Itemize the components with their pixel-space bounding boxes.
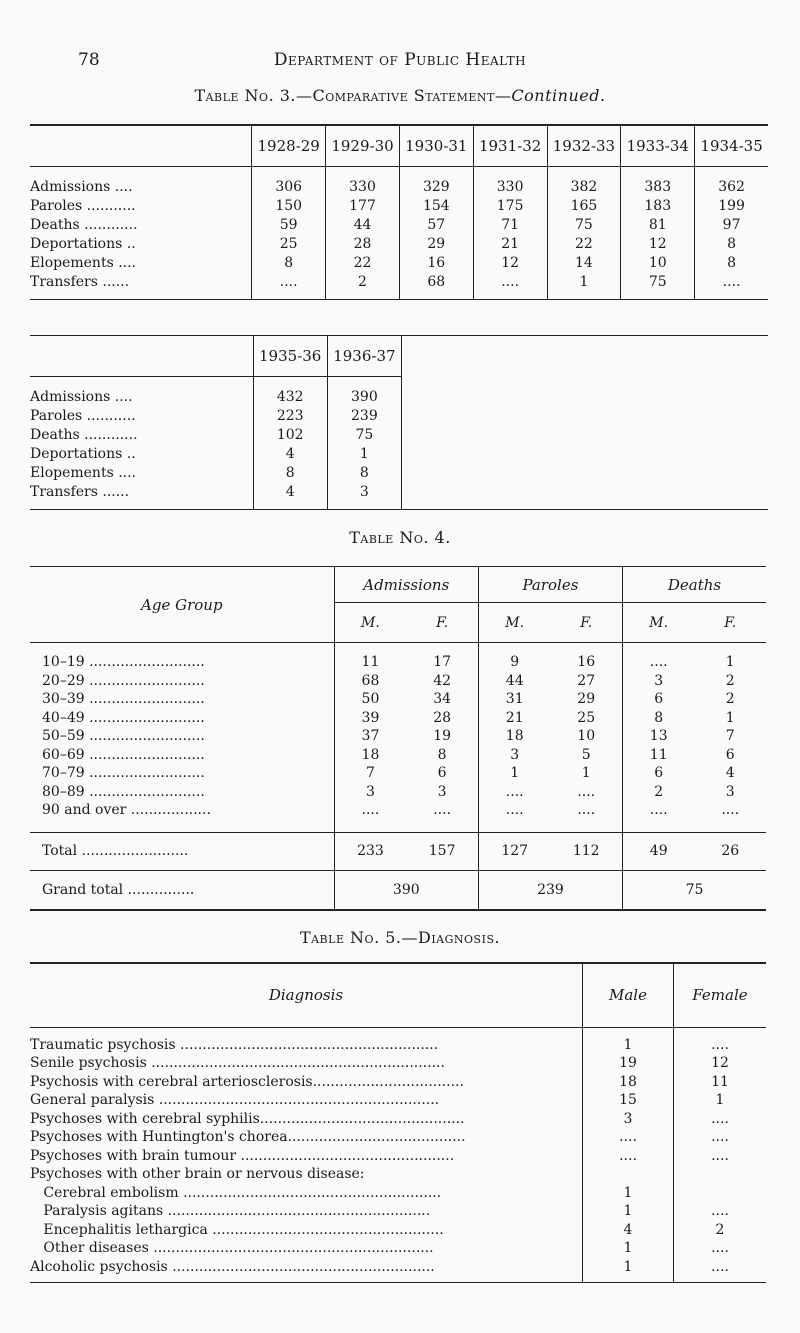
table3-title: Table No. 3.—Comparative Statement—Continued. (194, 86, 606, 105)
cell-value: 362 (695, 177, 768, 196)
age-group-label: 50–59 .......................... (42, 728, 205, 745)
cell-value: 175 (473, 196, 547, 215)
age-group-label: 40–49 .......................... (42, 709, 205, 726)
table5-row (30, 1073, 766, 1092)
spacer-row (30, 643, 766, 654)
male-value: 3 (583, 1110, 674, 1129)
table5-row (30, 1202, 766, 1221)
row-label: Deaths ............ (30, 216, 138, 233)
total-value: 233 (334, 832, 406, 870)
grand-total-label: Grand total ............... (30, 870, 334, 910)
table3-row (30, 177, 768, 196)
female-value: .... (674, 1110, 767, 1129)
cell-value: 177 (326, 196, 400, 215)
table4-row (30, 709, 766, 728)
table3-part1 (30, 124, 768, 300)
table5-row (30, 1221, 766, 1240)
cell-value: 21 (473, 234, 547, 253)
year-header: 1928-29 (252, 125, 326, 167)
cell-value: 8 (253, 463, 327, 482)
table4-header-row1 (30, 567, 766, 603)
cell-value: 3 (334, 783, 406, 802)
cell-value: 97 (695, 215, 768, 234)
cell-value: 10 (577, 728, 596, 745)
cell-value: 37 (334, 727, 406, 746)
table4-row (30, 783, 766, 802)
cell-value: 28 (433, 709, 452, 726)
empty-header (401, 336, 475, 377)
cell-value: 11 (334, 653, 406, 672)
cell-value: 390 (327, 387, 401, 406)
year-header: 1931-32 (473, 125, 547, 167)
spacer-row (30, 377, 768, 388)
row-label: Deportations .. (30, 445, 136, 462)
col-deaths: Deaths (622, 567, 766, 603)
female-value: 11 (674, 1073, 767, 1092)
year-header: 1934-35 (695, 125, 768, 167)
cell-value: 8 (695, 234, 768, 253)
cell-value: 42 (433, 672, 452, 689)
cell-value: 3 (725, 783, 735, 800)
table5-row (30, 1147, 766, 1166)
cell-value: 75 (547, 215, 621, 234)
cell-value: 19 (433, 728, 452, 745)
table3-row (30, 406, 768, 425)
diagnosis-label: Alcoholic psychosis ........................................................... (30, 1258, 435, 1275)
total-value: 112 (550, 832, 622, 870)
diagnosis-label: Senile psychosis .................................................................. (30, 1055, 445, 1072)
table3-row (30, 253, 768, 272)
cell-value: 34 (433, 691, 452, 708)
cell-value: 6 (725, 746, 735, 763)
spacer-row (30, 1027, 766, 1036)
cell-value: 75 (327, 425, 401, 444)
year-header: 1929-30 (326, 125, 400, 167)
table4-title: Table No. 4. (349, 528, 451, 547)
female-value: .... (674, 1147, 767, 1166)
female-value (674, 1165, 767, 1184)
male-value: 1 (583, 1258, 674, 1277)
age-group-label: 70–79 .......................... (42, 765, 205, 782)
cell-value: 7 (725, 728, 735, 745)
cell-value: 8 (437, 746, 447, 763)
spacer-row (30, 291, 768, 300)
grand-total-value: 239 (478, 870, 622, 910)
table3-row (30, 482, 768, 501)
cell-value: 183 (621, 196, 695, 215)
year-header: 1936-37 (327, 336, 401, 377)
cell-value: 28 (326, 234, 400, 253)
male-value: .... (583, 1147, 674, 1166)
cell-value: 2 (622, 783, 694, 802)
cell-value: 12 (473, 253, 547, 272)
cell-value: 18 (478, 727, 550, 746)
age-group-label: 20–29 .......................... (42, 672, 205, 689)
table4-row (30, 672, 766, 691)
cell-value: 4 (253, 482, 327, 501)
cell-value: 9 (478, 653, 550, 672)
cell-value: 306 (252, 177, 326, 196)
male-value: 1 (583, 1202, 674, 1221)
table5-row (30, 1054, 766, 1073)
cell-value: .... (622, 801, 694, 820)
cell-value: 8 (622, 709, 694, 728)
cell-value: 5 (581, 746, 591, 763)
year-header: 1930-31 (399, 125, 473, 167)
grand-total-value: 390 (334, 870, 478, 910)
cell-value: .... (695, 272, 768, 291)
diagnosis-label: Psychosis with cerebral arteriosclerosis.................................. (30, 1073, 464, 1090)
cell-value: 102 (253, 425, 327, 444)
male-value: 1 (583, 1184, 674, 1203)
male-value (583, 1165, 674, 1184)
row-label: Transfers ...... (30, 483, 130, 500)
table3-row (30, 196, 768, 215)
cell-value: 17 (433, 654, 452, 671)
cell-value: 10 (621, 253, 695, 272)
cell-value: 25 (252, 234, 326, 253)
age-group-label: 60–69 .......................... (42, 746, 205, 763)
cell-value: 3 (437, 783, 447, 800)
age-group-label: 90 and over .................. (42, 802, 211, 819)
cell-value: 16 (577, 654, 596, 671)
par-f: F. (550, 603, 622, 643)
cell-value: 16 (399, 253, 473, 272)
table3-row (30, 463, 768, 482)
table4-total-row (30, 832, 766, 870)
cell-value: 2 (725, 691, 735, 708)
adm-f: F. (406, 603, 478, 643)
table3-part2-header-row (30, 336, 768, 377)
cell-value: 71 (473, 215, 547, 234)
cell-value: 22 (547, 234, 621, 253)
col-male: Male (583, 963, 674, 1027)
cell-value: 31 (478, 690, 550, 709)
female-value: 1 (674, 1091, 767, 1110)
cell-value: .... (252, 272, 326, 291)
female-value: .... (674, 1128, 767, 1147)
cell-value: 6 (622, 690, 694, 709)
table5-row (30, 1091, 766, 1110)
female-value: .... (674, 1202, 767, 1221)
col-diagnosis: Diagnosis (30, 963, 583, 1027)
year-header: 1935-36 (253, 336, 327, 377)
cell-value: 7 (334, 764, 406, 783)
diagnosis-label: Psychoses with cerebral syphilis.............................................. (30, 1110, 465, 1127)
total-label: Total ........................ (30, 832, 334, 870)
diagnosis-label: Other diseases ............................................................... (30, 1240, 434, 1257)
row-label: Elopements .... (30, 254, 137, 271)
cell-value: 382 (547, 177, 621, 196)
cell-value: .... (478, 783, 550, 802)
male-value: 1 (583, 1036, 674, 1055)
cell-value: 329 (399, 177, 473, 196)
cell-value: 4 (253, 444, 327, 463)
total-value: 26 (694, 832, 766, 870)
col-age-group: Age Group (30, 567, 334, 643)
cell-value: 8 (252, 253, 326, 272)
spacer-row (30, 820, 766, 833)
female-value: .... (674, 1258, 767, 1277)
diagnosis-label: Paralysis agitans ........................................................... (30, 1203, 431, 1220)
diagnosis-label: Psychoses with other brain or nervous disease: (30, 1166, 365, 1183)
age-group-label: 10–19 .......................... (42, 654, 205, 671)
cell-value: 81 (621, 215, 695, 234)
total-value: 157 (406, 832, 478, 870)
male-value: 4 (583, 1221, 674, 1240)
cell-value: .... (433, 802, 452, 819)
female-value: 2 (674, 1221, 767, 1240)
cell-value: 165 (547, 196, 621, 215)
col-female: Female (674, 963, 767, 1027)
table5-title: Table No. 5.—Diagnosis. (299, 928, 501, 947)
cell-value: 6 (437, 765, 447, 782)
diagnosis-label: Psychoses with brain tumour ................................................ (30, 1147, 455, 1164)
cell-value: 68 (399, 272, 473, 291)
table4-row (30, 727, 766, 746)
table4-row (30, 690, 766, 709)
cell-value: 1 (725, 709, 735, 726)
cell-value: 3 (478, 746, 550, 765)
table4-row (30, 746, 766, 765)
male-value: .... (583, 1128, 674, 1147)
male-value: 1 (583, 1239, 674, 1258)
table3-row (30, 215, 768, 234)
cell-value: 383 (621, 177, 695, 196)
cell-value: 1 (478, 764, 550, 783)
cell-value: 39 (334, 709, 406, 728)
table5-row (30, 1110, 766, 1129)
total-value: 49 (622, 832, 694, 870)
empty-header (548, 336, 621, 377)
cell-value: 27 (577, 672, 596, 689)
diagnosis-label: Cerebral embolism .......................................................... (30, 1184, 442, 1201)
row-label: Admissions .... (30, 388, 133, 405)
cell-value: 432 (253, 387, 327, 406)
cell-value: 50 (334, 690, 406, 709)
adm-m: M. (334, 603, 406, 643)
cell-value: 22 (326, 253, 400, 272)
cell-value: .... (478, 801, 550, 820)
table5-row (30, 1165, 766, 1184)
year-header: 1932-33 (547, 125, 621, 167)
cell-value: 21 (478, 709, 550, 728)
female-value (674, 1184, 767, 1203)
cell-value: 12 (621, 234, 695, 253)
cell-value: 8 (327, 463, 401, 482)
empty-header (622, 336, 695, 377)
cell-value: 11 (622, 746, 694, 765)
cell-value: 154 (399, 196, 473, 215)
cell-value: .... (577, 802, 596, 819)
row-label: Deportations .. (30, 235, 136, 252)
cell-value: .... (334, 801, 406, 820)
diagnosis-label: Traumatic psychosis .......................................................... (30, 1036, 439, 1053)
female-value: 12 (674, 1054, 767, 1073)
page-header (0, 40, 800, 70)
row-label: Elopements .... (30, 464, 137, 481)
row-label: Admissions .... (30, 178, 133, 195)
col-admissions: Admissions (334, 567, 478, 603)
cell-value: 29 (399, 234, 473, 253)
cell-value: 8 (695, 253, 768, 272)
cell-value: 223 (253, 406, 327, 425)
table5-row (30, 1239, 766, 1258)
table3-part2 (30, 335, 768, 510)
age-group-label: 30–39 .......................... (42, 691, 205, 708)
empty-header (695, 336, 768, 377)
table5-row (30, 1128, 766, 1147)
cell-value: 1 (547, 272, 621, 291)
cell-value: 1 (581, 765, 591, 782)
cell-value: 150 (252, 196, 326, 215)
table5-header-row (30, 963, 766, 1027)
par-m: M. (478, 603, 550, 643)
total-value: 127 (478, 832, 550, 870)
spacer-row (30, 501, 768, 510)
year-header: 1933-34 (621, 125, 695, 167)
cell-value: 13 (622, 727, 694, 746)
male-value: 19 (583, 1054, 674, 1073)
row-label: Paroles ........... (30, 197, 136, 214)
diagnosis-label: Encephalitis lethargica .................................................... (30, 1221, 444, 1238)
dea-f: F. (694, 603, 766, 643)
female-value: .... (674, 1036, 767, 1055)
row-label: Deaths ............ (30, 426, 138, 443)
table3-row (30, 272, 768, 291)
cell-value: 18 (334, 746, 406, 765)
cell-value: 29 (577, 691, 596, 708)
table5-row (30, 1258, 766, 1277)
male-value: 15 (583, 1091, 674, 1110)
table5-row (30, 1036, 766, 1055)
table5-row (30, 1184, 766, 1203)
grand-total-value: 75 (622, 870, 766, 910)
spacer-row (30, 1276, 766, 1283)
table3-row (30, 425, 768, 444)
table3-row (30, 234, 768, 253)
table3-part1-header-row (30, 125, 768, 167)
diagnosis-label: Psychoses with Huntington's chorea........................................ (30, 1129, 466, 1146)
cell-value: .... (473, 272, 547, 291)
col-paroles: Paroles (478, 567, 622, 603)
diagnosis-label: General paralysis ............................................................... (30, 1092, 440, 1109)
table4-row (30, 653, 766, 672)
cell-value: 44 (326, 215, 400, 234)
cell-value: .... (622, 653, 694, 672)
cell-value: 199 (695, 196, 768, 215)
spacer-row (30, 167, 768, 178)
page-number: 78 (78, 50, 100, 70)
dea-m: M. (622, 603, 694, 643)
cell-value: .... (577, 783, 596, 800)
table4 (30, 566, 766, 911)
cell-value: 330 (473, 177, 547, 196)
cell-value: 68 (334, 672, 406, 691)
cell-value: 3 (622, 672, 694, 691)
cell-value: 1 (725, 654, 735, 671)
cell-value: 75 (621, 272, 695, 291)
age-group-label: 80–89 .......................... (42, 783, 205, 800)
row-label: Paroles ........... (30, 407, 136, 424)
cell-value: 2 (725, 672, 735, 689)
cell-value: 6 (622, 764, 694, 783)
table4-grand-total-row (30, 870, 766, 910)
cell-value: 59 (252, 215, 326, 234)
female-value: .... (674, 1239, 767, 1258)
running-title: Department of Public Health (273, 50, 527, 70)
table3-row (30, 387, 768, 406)
row-label: Transfers ...... (30, 273, 130, 290)
cell-value: 4 (725, 765, 735, 782)
cell-value: 25 (577, 709, 596, 726)
cell-value: 57 (399, 215, 473, 234)
cell-value: 330 (326, 177, 400, 196)
male-value: 18 (583, 1073, 674, 1092)
cell-value: 239 (327, 406, 401, 425)
empty-header (475, 336, 548, 377)
table5 (30, 962, 766, 1283)
table3-row (30, 444, 768, 463)
cell-value: 3 (327, 482, 401, 501)
table4-row (30, 764, 766, 783)
cell-value: 14 (547, 253, 621, 272)
cell-value: 2 (326, 272, 400, 291)
cell-value: 44 (478, 672, 550, 691)
cell-value: 1 (327, 444, 401, 463)
cell-value: .... (721, 802, 740, 819)
table4-row (30, 801, 766, 820)
